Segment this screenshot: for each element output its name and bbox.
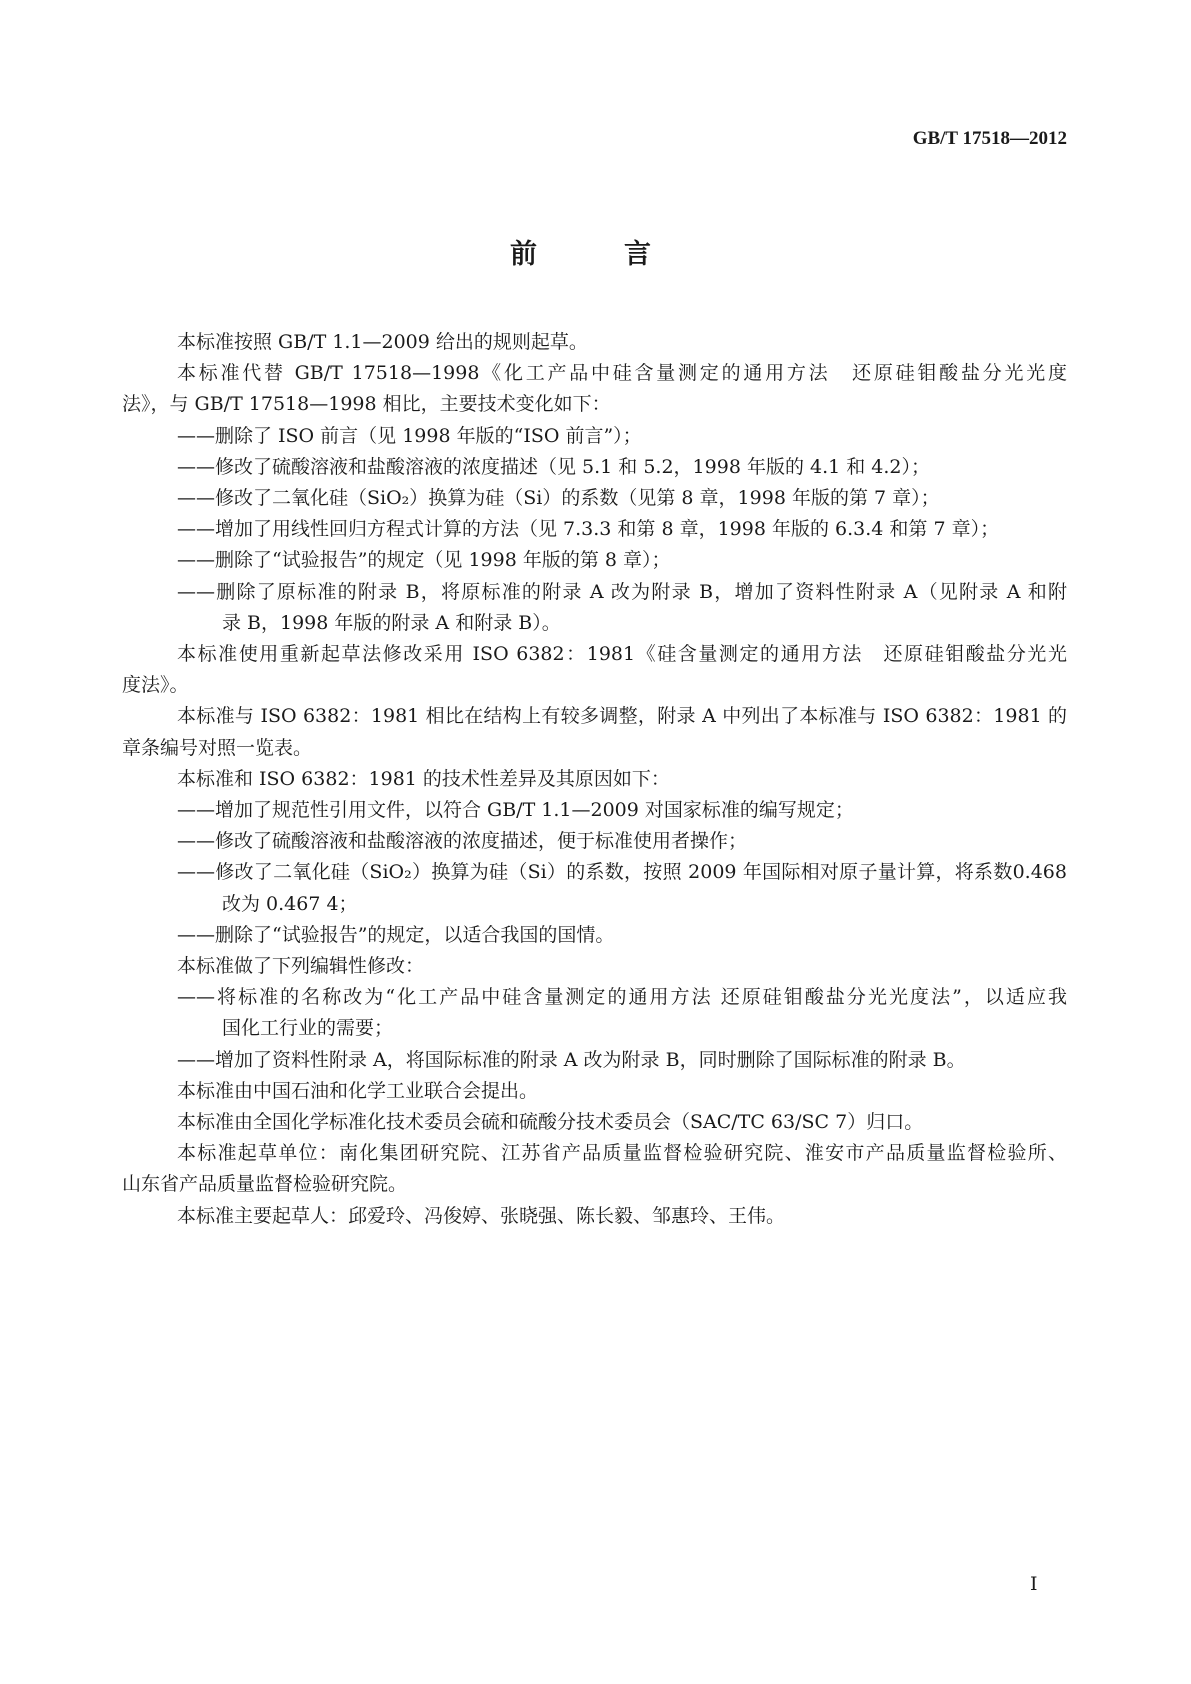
paragraph-line: 本标准由中国石油和化学工业联合会提出。 xyxy=(177,1080,539,1102)
paragraph-line: 本标准由全国化学标准化技术委员会硫和硫酸分技术委员会（SAC/TC 63/SC 7）归口。 xyxy=(177,1111,924,1133)
list-item-continuation: 国化工行业的需要； xyxy=(222,1017,394,1039)
list-item: ——删除了“试验报告”的规定（见 1998 年版的第 8 章）； xyxy=(177,549,671,571)
list-item-continuation: 录 B，1998 年版的附录 A 和附录 B）。 xyxy=(222,612,561,634)
list-item: ——修改了二氧化硅（SiO₂）换算为硅（Si）的系数，按照 2009 年国际相对原子量计算，将系数0.468 xyxy=(177,861,1067,883)
list-item: ——删除了“试验报告”的规定，以适合我国的国情。 xyxy=(177,924,615,946)
paragraph-line: 本标准按照 GB/T 1.1—2009 给出的规则起草。 xyxy=(177,331,588,353)
list-item: ——将标准的名称改为“化工产品中硅含量测定的通用方法 还原硅钼酸盐分光光度法”，以适应我 xyxy=(177,986,1067,1008)
list-item: ——修改了硫酸溶液和盐酸溶液的浓度描述（见 5.1 和 5.2，1998 年版的 4.1 和 4.2）； xyxy=(177,456,930,478)
paragraph-line: 本标准和 ISO 6382：1981 的技术性差异及其原因如下： xyxy=(177,768,670,790)
paragraph-line: 度法》。 xyxy=(122,674,189,696)
paragraph-line: 法》，与 GB/T 17518—1998 相比，主要技术变化如下： xyxy=(122,393,611,415)
list-item: ——增加了规范性引用文件，以符合 GB/T 1.1—2009 对国家标准的编写规定； xyxy=(177,799,854,821)
list-item: ——增加了资料性附录 A，将国际标准的附录 A 改为附录 B，同时删除了国际标准的附录 B。 xyxy=(177,1049,966,1071)
standard-number-header: GB/T 17518—2012 xyxy=(912,128,1067,149)
paragraph-line: 本标准起草单位：南化集团研究院、江苏省产品质量监督检验研究院、淮安市产品质量监督检验所、 xyxy=(177,1142,1067,1164)
list-item: ——增加了用线性回归方程式计算的方法（见 7.3.3 和第 8 章，1998 年版的 6.3.4 和第 7 章）； xyxy=(177,518,1000,540)
list-item-continuation: 改为 0.467 4； xyxy=(222,893,358,915)
paragraph-line: 本标准使用重新起草法修改采用 ISO 6382：1981《硅含量测定的通用方法 还原硅钼酸盐分光光 xyxy=(177,643,1067,665)
page-number: I xyxy=(1030,1573,1038,1595)
paragraph-line: 本标准主要起草人：邱爱玲、冯俊婷、张晓强、陈长毅、邹惠玲、王伟。 xyxy=(177,1205,786,1227)
list-item: ——删除了原标准的附录 B，将原标准的附录 A 改为附录 B，增加了资料性附录 A（见附录 A 和附 xyxy=(177,581,1067,603)
paragraph-line: 本标准与 ISO 6382：1981 相比在结构上有较多调整，附录 A 中列出了本标准与 ISO 6382：1981 的 xyxy=(177,705,1067,727)
paragraph-line: 本标准做了下列编辑性修改： xyxy=(177,955,425,977)
paragraph-line: 本标准代替 GB/T 17518—1998《化工产品中硅含量测定的通用方法 还原硅钼酸盐分光光度 xyxy=(177,362,1067,384)
list-item: ——删除了 ISO 前言（见 1998 年版的“ISO 前言”）； xyxy=(177,425,642,447)
paragraph-line: 山东省产品质量监督检验研究院。 xyxy=(122,1173,408,1195)
page-title: 前 言 xyxy=(510,239,681,270)
list-item: ——修改了硫酸溶液和盐酸溶液的浓度描述，便于标准使用者操作； xyxy=(177,830,748,852)
list-item: ——修改了二氧化硅（SiO₂）换算为硅（Si）的系数（见第 8 章，1998 年版的第 7 章）； xyxy=(177,487,940,509)
paragraph-line: 章条编号对照一览表。 xyxy=(122,737,313,759)
